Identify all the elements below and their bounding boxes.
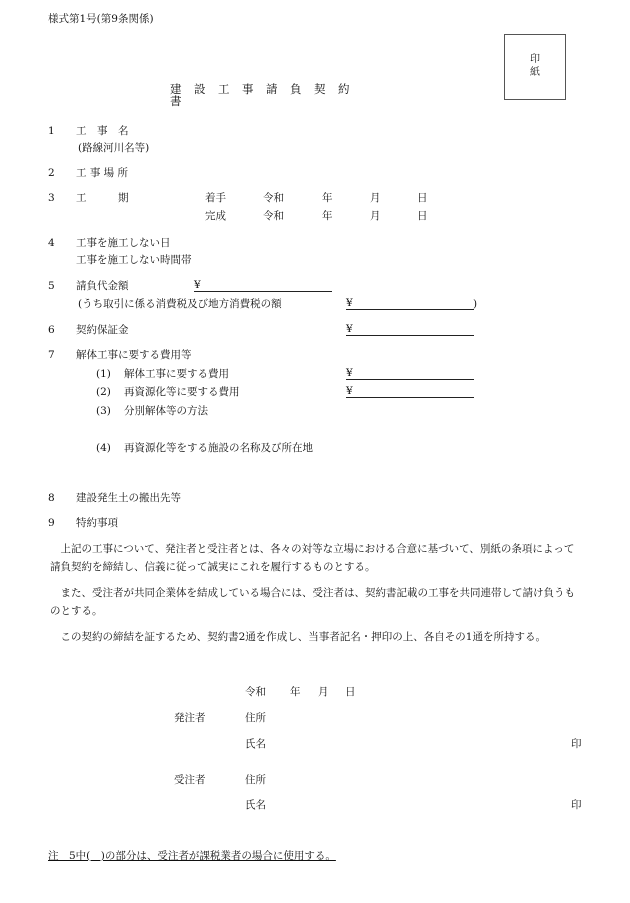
guarantee-line xyxy=(346,335,474,336)
sign-date-day: 日 xyxy=(345,686,356,698)
item-7-3-number: (3) xyxy=(96,405,111,417)
item-9-label: 特約事項 xyxy=(76,517,118,529)
contractor-role: 受注者 xyxy=(174,774,206,786)
item-7-3-label: 分別解体等の方法 xyxy=(124,405,208,417)
contractor-address-label: 住所 xyxy=(245,774,266,786)
item-2-label: 工 事 場 所 xyxy=(76,167,129,179)
item-5-label: 請負代金額 xyxy=(76,280,129,292)
item-7-1-label: 解体工事に要する費用 xyxy=(124,368,229,380)
item-3-number: 3 xyxy=(48,192,55,204)
item-1-sub: (路線河川名等) xyxy=(78,142,150,154)
period-start-label: 着手 xyxy=(205,192,226,204)
orderer-role: 発注者 xyxy=(174,712,206,724)
footer-note: 注 5中( )の部分は、受注者が課税業者の場合に使用する。 xyxy=(48,850,336,862)
item-6-number: 6 xyxy=(48,324,55,336)
body-paragraph-3: この契約の締結を証するため、契約書2通を作成し、当事者記名・押印の上、各自その1通を所持する。 xyxy=(60,631,546,643)
stamp-label-2: 紙 xyxy=(530,67,540,78)
item-5-number: 5 xyxy=(48,280,55,292)
item-7-1-number: (1) xyxy=(96,368,111,380)
body-paragraph-2: また、受注者が共同企業体を結成している場合には、受注者は、契約書記載の工事を共同連帯して請け負うものとする。 xyxy=(50,587,575,617)
item-9-number: 9 xyxy=(48,517,55,529)
recycling-cost-line xyxy=(346,397,474,398)
demolition-cost-yen: ¥ xyxy=(346,367,353,379)
document-title: 建設工事請負契約書 xyxy=(170,82,362,108)
item-1-number: 1 xyxy=(48,125,55,137)
item-7-4-label: 再資源化等をする施設の名称及び所在地 xyxy=(124,442,313,454)
item-5-sub: (うち取引に係る消費税及び地方消費税の額 xyxy=(78,298,282,310)
demolition-cost-line xyxy=(346,379,474,380)
recycling-cost-yen: ¥ xyxy=(346,385,353,397)
tax-amount-line xyxy=(346,309,474,310)
item-7-2-number: (2) xyxy=(96,386,111,398)
item-2-number: 2 xyxy=(48,167,55,179)
item-3-label: 工 期 xyxy=(76,192,129,204)
item-7-4-number: (4) xyxy=(96,442,111,454)
item-7-2-label: 再資源化等に要する費用 xyxy=(124,386,240,398)
item-1-label: 工 事 名 xyxy=(76,125,129,137)
period-start-era: 令和 xyxy=(263,192,284,204)
period-end-month: 月 xyxy=(370,210,381,222)
contractor-seal-mark: 印 xyxy=(571,799,582,811)
period-end-label: 完成 xyxy=(205,210,226,222)
revenue-stamp-box xyxy=(504,34,566,100)
period-end-year: 年 xyxy=(322,210,333,222)
contract-amount-yen: ¥ xyxy=(194,279,201,291)
orderer-name-label: 氏名 xyxy=(245,738,266,750)
body-paragraph-1: 上記の工事について、発注者と受注者とは、各々の対等な立場における合意に基づいて、別紙の条項によって請負契約を締結し、信義に従って誠実にこれを履行するものとする。 xyxy=(50,543,575,573)
stamp-label-1: 印 xyxy=(530,54,540,65)
contract-amount-line xyxy=(194,291,332,292)
item-4-label-1: 工事を施工しない日 xyxy=(76,237,171,249)
period-start-day: 日 xyxy=(417,192,428,204)
item-8-label: 建設発生土の搬出先等 xyxy=(76,492,181,504)
period-end-day: 日 xyxy=(417,210,428,222)
item-7-number: 7 xyxy=(48,349,55,361)
guarantee-yen: ¥ xyxy=(346,323,353,335)
period-start-year: 年 xyxy=(322,192,333,204)
item-4-number: 4 xyxy=(48,237,55,249)
sign-date-year: 年 xyxy=(290,686,301,698)
tax-amount-close: ) xyxy=(473,298,478,310)
period-start-month: 月 xyxy=(370,192,381,204)
orderer-seal-mark: 印 xyxy=(571,738,582,750)
tax-amount-yen: ¥ xyxy=(346,297,353,309)
item-8-number: 8 xyxy=(48,492,55,504)
contractor-name-label: 氏名 xyxy=(245,799,266,811)
period-end-era: 令和 xyxy=(263,210,284,222)
form-number: 様式第1号(第9条関係) xyxy=(48,13,154,25)
item-4-label-2: 工事を施工しない時間帯 xyxy=(76,254,192,266)
sign-date-era: 令和 xyxy=(245,686,266,698)
item-7-label: 解体工事に要する費用等 xyxy=(76,349,192,361)
item-6-label: 契約保証金 xyxy=(76,324,129,336)
sign-date-month: 月 xyxy=(318,686,329,698)
orderer-address-label: 住所 xyxy=(245,712,266,724)
